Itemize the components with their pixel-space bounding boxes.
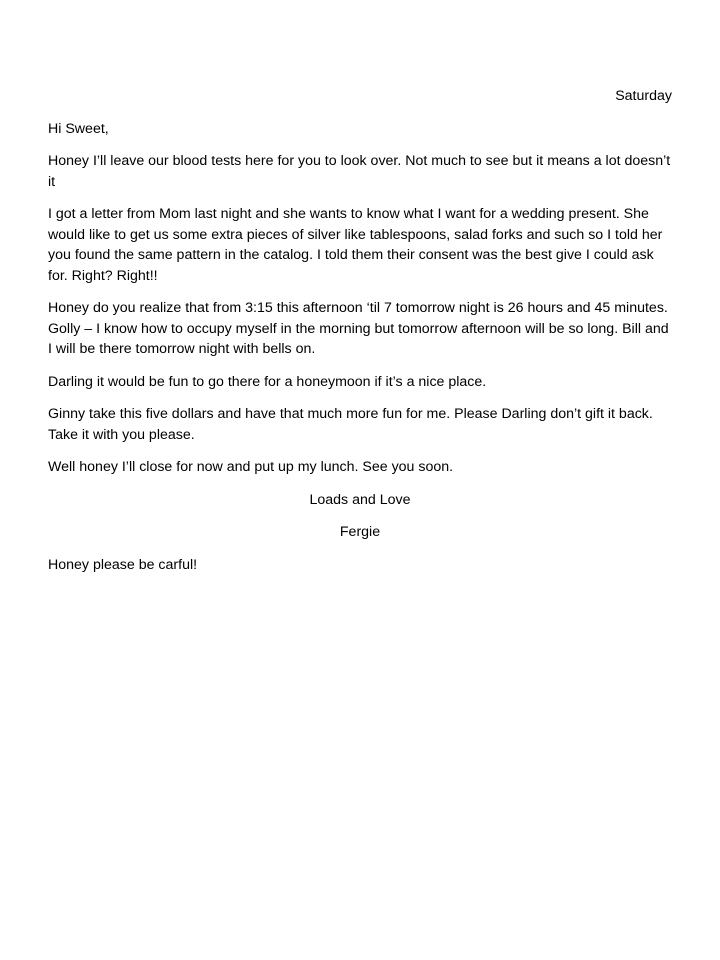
letter-postscript: Honey please be carful! <box>48 556 198 573</box>
letter-paragraph: Honey do you realize that from 3:15 this afternoon ‘til 7 tomorrow night is 26 hours and 45 minutes. Golly – I know how to occupy myself in the morning but tomorrow afternoon will be so long. Bill and I will be there tomorrow night with bells on. <box>48 300 669 357</box>
letter-salutation: Hi Sweet, <box>48 120 109 137</box>
letter-date: Saturday <box>615 88 672 104</box>
letter-closing: Loads and Love <box>309 491 411 508</box>
letter-signature: Fergie <box>339 524 381 540</box>
letter-paragraph: Well honey I’ll close for now and put up my lunch. See you soon. <box>48 459 454 475</box>
letter-page <box>48 86 672 587</box>
letter-paragraph: I got a letter from Mom last night and she wants to know what I want for a wedding present. She would like to get us some extra pieces of silver like tablespoons, salad forks and such so I told her you found the same pattern in the catalog. I told them their consent was the best give I could ask for. Right? Right!! <box>48 206 663 284</box>
letter-paragraph: Honey I’ll leave our blood tests here for you to look over. Not much to see but it means a lot doesn’t it <box>48 153 671 190</box>
letter-paragraph: Darling it would be fun to go there for a honeymoon if it’s a nice place. <box>48 373 487 390</box>
letter-paragraph: Ginny take this five dollars and have that much more fun for me. Please Darling don’t gift it back. Take it with you please. <box>48 406 653 443</box>
